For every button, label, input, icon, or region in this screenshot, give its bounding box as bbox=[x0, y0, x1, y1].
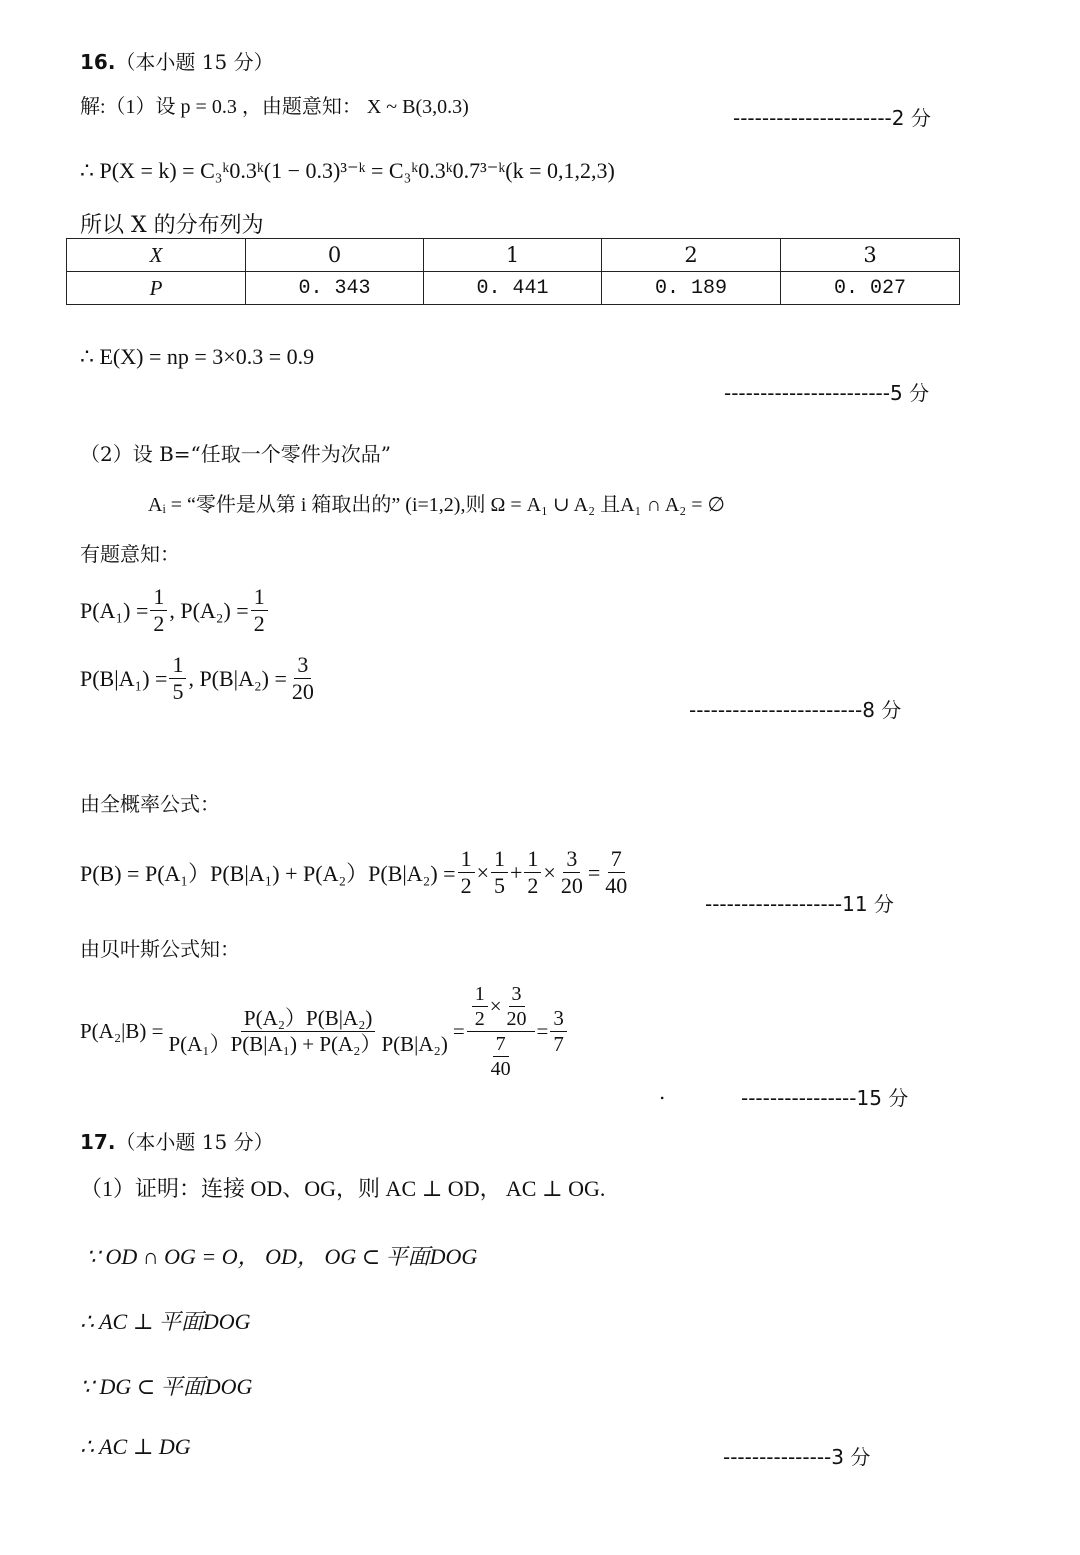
fraction bbox=[472, 982, 488, 1031]
fraction bbox=[488, 1032, 514, 1081]
numerator: 7 bbox=[493, 1032, 509, 1057]
numerator: 7 bbox=[608, 846, 625, 873]
denominator: 40 bbox=[490, 1058, 511, 1080]
score-5: -----------------------5 分 bbox=[724, 381, 930, 405]
fraction bbox=[550, 1006, 567, 1057]
denominator: 2 bbox=[253, 611, 265, 637]
numerator: 3 bbox=[550, 1006, 567, 1032]
q17-line5: ∴ AC ⊥ DG bbox=[80, 1434, 191, 1459]
table-row bbox=[67, 239, 960, 272]
pba2-lhs: , P(B|A₂) = bbox=[188, 665, 287, 691]
fraction bbox=[491, 846, 508, 900]
table-cell: 0. 441 bbox=[424, 272, 602, 305]
bayes-label: 由贝叶斯公式知： bbox=[80, 937, 240, 961]
q16-points: （本小题 15 分） bbox=[115, 50, 274, 74]
fraction bbox=[169, 652, 186, 706]
bayes-equation bbox=[80, 982, 569, 1081]
numerator: 1 bbox=[458, 846, 475, 873]
numerator: P(A₂）P(B|A₂) bbox=[241, 1006, 376, 1032]
numerator: 1 bbox=[150, 584, 167, 611]
denominator: 5 bbox=[172, 679, 184, 705]
denominator: 5 bbox=[494, 873, 505, 899]
denominator: P(A₁）P(B|A₁) + P(A₂）P(B|A₂) bbox=[168, 1032, 448, 1056]
table-cell: 0. 343 bbox=[246, 272, 424, 305]
fraction bbox=[558, 846, 586, 900]
times-sign: × bbox=[476, 859, 489, 885]
pa2-lhs: , P(A₂) = bbox=[169, 597, 249, 623]
q17-header bbox=[80, 1126, 274, 1155]
table-row bbox=[67, 272, 960, 305]
denominator: 20 bbox=[291, 679, 314, 705]
distribution-table bbox=[66, 238, 960, 305]
known-label: 有题意知： bbox=[80, 542, 180, 566]
table-cell: 1 bbox=[424, 239, 602, 272]
table-cell: 0. 027 bbox=[781, 272, 960, 305]
denominator: 2 bbox=[527, 873, 539, 899]
equals-sign: = bbox=[587, 859, 601, 885]
table-cell: 3 bbox=[781, 239, 960, 272]
plus-sign: + bbox=[510, 859, 523, 885]
fraction bbox=[602, 846, 630, 900]
numerator: 3 bbox=[509, 982, 525, 1007]
numerator: 1 bbox=[169, 652, 186, 679]
fraction bbox=[289, 652, 317, 706]
part1-intro: 解:（1）设 p = 0.3 ，由题意知： X ~ B(3,0.3) bbox=[80, 96, 469, 118]
bayes-lhs: P(A₂|B) = bbox=[80, 1019, 164, 1043]
fraction bbox=[458, 846, 475, 900]
q17-line2: ∵ OD ∩ OG = O， OD， OG ⊂ 平面DOG bbox=[86, 1244, 478, 1269]
q16-header bbox=[80, 46, 274, 75]
fraction bbox=[150, 584, 167, 638]
score-11: -------------------11 分 bbox=[705, 892, 894, 916]
part2-intro: （2）设 B=“任取一个零件为次品” bbox=[80, 442, 391, 466]
numerator: 1 bbox=[251, 584, 268, 611]
q17-line4: ∵ DG ⊂ 平面DOG bbox=[80, 1374, 253, 1399]
denominator: 2 bbox=[474, 1008, 485, 1030]
numerator: 1 bbox=[472, 982, 488, 1007]
prior-probabilities bbox=[80, 584, 270, 638]
table-header-p: P bbox=[67, 272, 246, 305]
numerator: 3 bbox=[563, 846, 580, 873]
score-2: ----------------------2 分 bbox=[733, 106, 931, 130]
total-lhs: P(B) = P(A₁）P(B|A₁) + P(A₂）P(B|A₂) = bbox=[80, 861, 456, 887]
pba1-lhs: P(B|A₁) = bbox=[80, 665, 168, 691]
expectation: ∴ E(X) = np = 3×0.3 = 0.9 bbox=[80, 344, 315, 369]
denominator: 20 bbox=[506, 1008, 527, 1030]
table-cell: 0. 189 bbox=[602, 272, 781, 305]
numerator: 3 bbox=[294, 652, 311, 679]
times-sign: × bbox=[489, 993, 502, 1018]
score-15: ----------------15 分 bbox=[741, 1086, 909, 1110]
denominator: 7 bbox=[553, 1032, 564, 1056]
bayes-main-fraction bbox=[165, 1006, 450, 1057]
fraction bbox=[504, 982, 530, 1031]
denominator: 2 bbox=[460, 873, 472, 899]
denominator: 2 bbox=[153, 611, 165, 637]
pa1-lhs: P(A₁) = bbox=[80, 597, 149, 623]
score-3: ---------------3 分 bbox=[723, 1445, 871, 1469]
compound-fraction bbox=[467, 982, 535, 1081]
compound-denominator bbox=[483, 1032, 519, 1081]
fraction bbox=[524, 846, 541, 900]
table-cell: 0 bbox=[246, 239, 424, 272]
compound-numerator bbox=[467, 982, 535, 1032]
numerator: 1 bbox=[491, 846, 508, 873]
equals-sign: = bbox=[452, 1019, 465, 1043]
table-header-x: X bbox=[67, 239, 246, 272]
q17-points: （本小题 15 分） bbox=[115, 1130, 274, 1154]
part2-definition: Aᵢ = “零件是从第 i 箱取出的” (i=1,2),则 Ω = A₁ ∪ A₂ 且A₁ ∩ A₂ = ∅ bbox=[148, 494, 725, 516]
table-cell: 2 bbox=[602, 239, 781, 272]
denominator: 40 bbox=[605, 873, 628, 899]
trailing-dot: . bbox=[659, 1080, 666, 1104]
equals-sign: = bbox=[536, 1019, 549, 1043]
denominator: 20 bbox=[560, 873, 583, 899]
pmf-formula: ∴ P(X = k) = C₃ᵏ0.3ᵏ(1 − 0.3)³⁻ᵏ = C₃ᵏ0.3ᵏ0.7³⁻ᵏ(k = 0,1,2,3) bbox=[80, 158, 615, 183]
total-probability-label: 由全概率公式： bbox=[80, 792, 220, 816]
distribution-title: 所以 X 的分布列为 bbox=[80, 213, 264, 238]
q17-line1: （1）证明：连接 OD、OG，则 AC ⊥ OD， AC ⊥ OG. bbox=[80, 1176, 606, 1201]
numerator: 1 bbox=[524, 846, 541, 873]
total-probability-equation bbox=[80, 846, 632, 900]
times-sign: × bbox=[543, 859, 556, 885]
conditional-probabilities bbox=[80, 652, 319, 706]
fraction bbox=[251, 584, 268, 638]
q16-number: 16. bbox=[80, 50, 116, 74]
q17-line3: ∴ AC ⊥ 平面DOG bbox=[80, 1309, 251, 1334]
score-8: ------------------------8 分 bbox=[689, 698, 902, 722]
q17-number: 17. bbox=[80, 1130, 116, 1154]
